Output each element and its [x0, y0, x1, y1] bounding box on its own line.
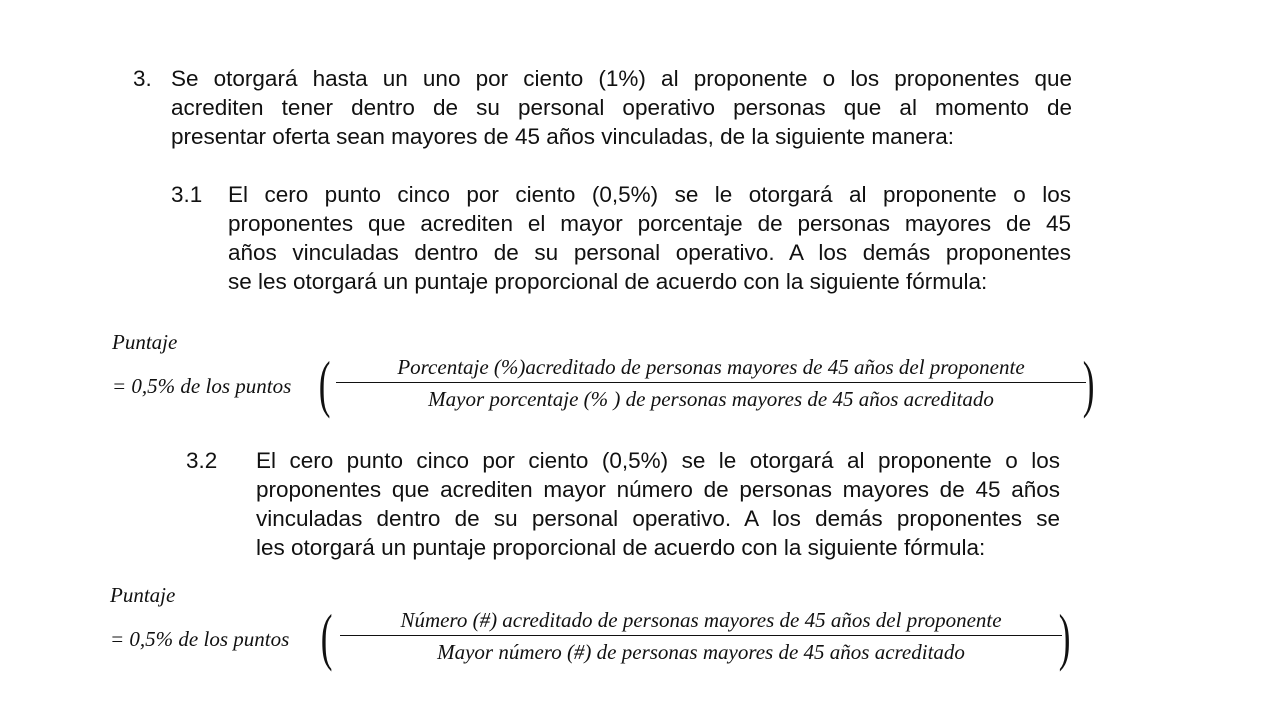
formula-1-fraction: [336, 354, 1086, 412]
formula-1-right-paren: ): [1082, 348, 1095, 419]
item-3-2-paragraph: [256, 446, 1060, 562]
formula-2-denominator: Mayor número (#) de personas mayores de 45 años acreditado: [437, 640, 965, 665]
item-3-2-number: 3.2: [186, 448, 218, 473]
item-3-number: 3.: [133, 66, 152, 91]
item-3-1-line-3: años vinculadas dentro de su personal operativo. A los demás proponentes: [228, 240, 1071, 265]
item-3-line-1: Se otorgará hasta un uno por ciento (1%) al proponente o los proponentes que: [171, 66, 1072, 91]
item-3-2-line-3: vinculadas dentro de su personal operativo. A los demás proponentes se: [256, 506, 1060, 531]
formula-1-fraction-bar: [336, 382, 1086, 383]
item-3-1-line-2: proponentes que acrediten el mayor porcentaje de personas mayores de 45: [228, 211, 1071, 236]
formula-1-numerator: Porcentaje (%)acreditado de personas mayores de 45 años del proponente: [397, 355, 1025, 379]
item-3-2-line-1: El cero punto cinco por ciento (0,5%) se le otorgará al proponente o los: [256, 448, 1060, 473]
item-3-1-number: 3.1: [171, 182, 203, 207]
formula-1-denominator: Mayor porcentaje (% ) de personas mayores de 45 años acreditado: [428, 387, 994, 412]
formula-2-fraction: [340, 607, 1062, 665]
formula-2-lhs: = 0,5% de los puntos: [110, 627, 290, 651]
item-3-line-2: acrediten tener dentro de su personal operativo personas que al momento de: [171, 95, 1072, 120]
formula-2-numerator: Número (#) acreditado de personas mayores de 45 años del proponente: [400, 608, 1002, 632]
item-3-2-line-2: proponentes que acrediten mayor número de personas mayores de 45 años: [256, 477, 1060, 502]
formula-2-right-paren: ): [1058, 601, 1071, 672]
item-3-1-line-4: se les otorgará un puntaje proporcional de acuerdo con la siguiente fórmula:: [228, 269, 988, 294]
item-3-1-line-1: El cero punto cinco por ciento (0,5%) se le otorgará al proponente o los: [228, 182, 1071, 207]
item-3-2-line-4: les otorgará un puntaje proporcional de acuerdo con la siguiente fórmula:: [256, 535, 986, 560]
item-3-1-paragraph: [228, 180, 1071, 296]
item-3-line-3: presentar oferta sean mayores de 45 años vinculadas, de la siguiente manera:: [171, 124, 954, 149]
formula-2-left-paren: (: [320, 601, 333, 672]
formula-1-label: Puntaje: [112, 330, 178, 354]
formula-1-left-paren: (: [318, 348, 331, 419]
item-3-paragraph: [171, 64, 1072, 151]
formula-2-label: Puntaje: [110, 583, 176, 607]
formula-2-fraction-bar: [340, 635, 1062, 636]
formula-1-lhs: = 0,5% de los puntos: [112, 374, 292, 398]
